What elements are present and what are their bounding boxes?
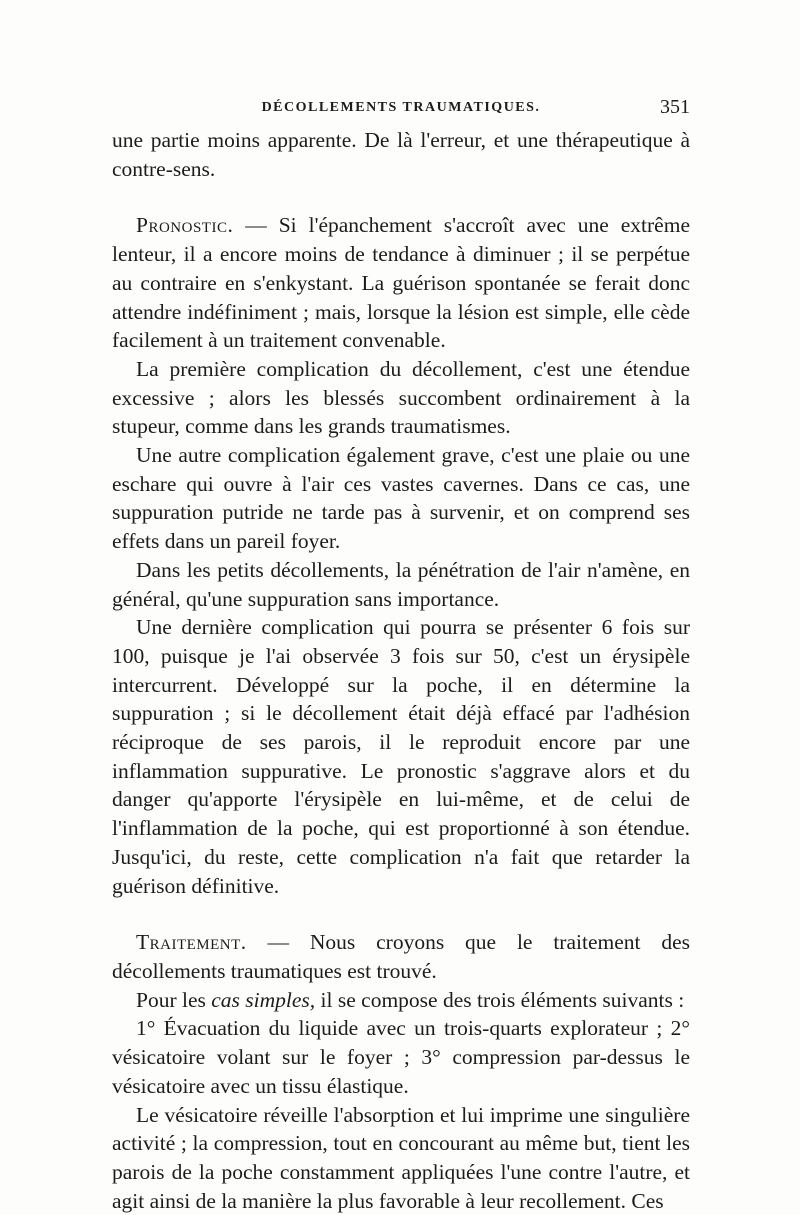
paragraph: La première complication du décollement, c'est une étendue excessive ; alors les blessés succombent ordinairement à la stupeur, comme dans les grands traumatismes. <box>112 356 690 439</box>
paragraph: Une dernière complication qui pourra se présenter 6 fois sur 100, puisque je l'ai observée 3 fois sur 50, c'est un érysipèle intercurrent. Développé sur la poche, il en détermine la suppuration ; si le décollement était déjà effacé par l'adhésion réciproque de ses parois, il le reproduit encore par une inflammation suppurative. Le pronostic s'aggrave alors et du danger qu'apporte l'érysipèle en lui-même, et de celui de l'inflammation de la poche, qui est proportionné à son étendue. Jusqu'ici, du reste, cette complication n'a fait que retarder la guérison définitive. <box>112 615 690 898</box>
paragraph-text: — Nous croyons que le traitement des décollements traumatiques est trouvé. <box>112 930 690 983</box>
section-heading-traitement: Traitement. <box>136 930 247 955</box>
paragraph-text: il se compose des trois éléments suivants : <box>315 987 685 1012</box>
paragraph: Une autre complication également grave, c'est une plaie ou une eschare qui ouvre à l'air ces vastes cavernes. Dans ce cas, une suppuration putride ne tarde pas à survenir, et on comprend ses effets dans un pareil foyer. <box>112 443 690 554</box>
paragraph-text: — Si l'épanchement s'accroît avec une extrême lenteur, il a encore moins de tendance à diminuer ; il se perpétue au contraire en s'enkystant. La guérison spontanée se ferait donc attendre indéfiniment ; mais, lorsque la lésion est simple, elle cède facilement à un traitement convenable. <box>112 213 690 353</box>
italic-phrase: cas simples, <box>211 987 316 1012</box>
body-text <box>112 126 690 1215</box>
paragraph-text: Pour les <box>136 987 212 1012</box>
paragraph-continuation: une partie moins apparente. De là l'erreur, et une thérapeutique à contre-sens. <box>112 128 690 181</box>
paragraph-pronostic <box>112 211 690 355</box>
paragraph <box>112 986 690 1015</box>
running-head: DÉCOLLEMENTS TRAUMATIQUES. <box>261 100 541 115</box>
page-number: 351 <box>660 96 690 118</box>
section-heading-pronostic: Pronostic. <box>136 213 234 238</box>
paragraph-traitement <box>112 928 690 985</box>
paragraph: Dans les petits décollements, la pénétration de l'air n'amène, en général, qu'une suppuration sans importance. <box>112 557 690 611</box>
paragraph-list: 1° Évacuation du liquide avec un trois-quarts explorateur ; 2° vésicatoire volant sur le foyer ; 3° compression par-dessus le vésicatoire avec un tissu élastique. <box>112 1016 690 1098</box>
page-header <box>112 96 690 126</box>
paragraph: Le vésicatoire réveille l'absorption et lui imprime une singulière activité ; la compression, tout en concourant au même but, tient les parois de la poche constamment appliquées l'une contre l'autre, et agit ainsi de la manière la plus favorable à leur recollement. Ces <box>112 1102 690 1213</box>
